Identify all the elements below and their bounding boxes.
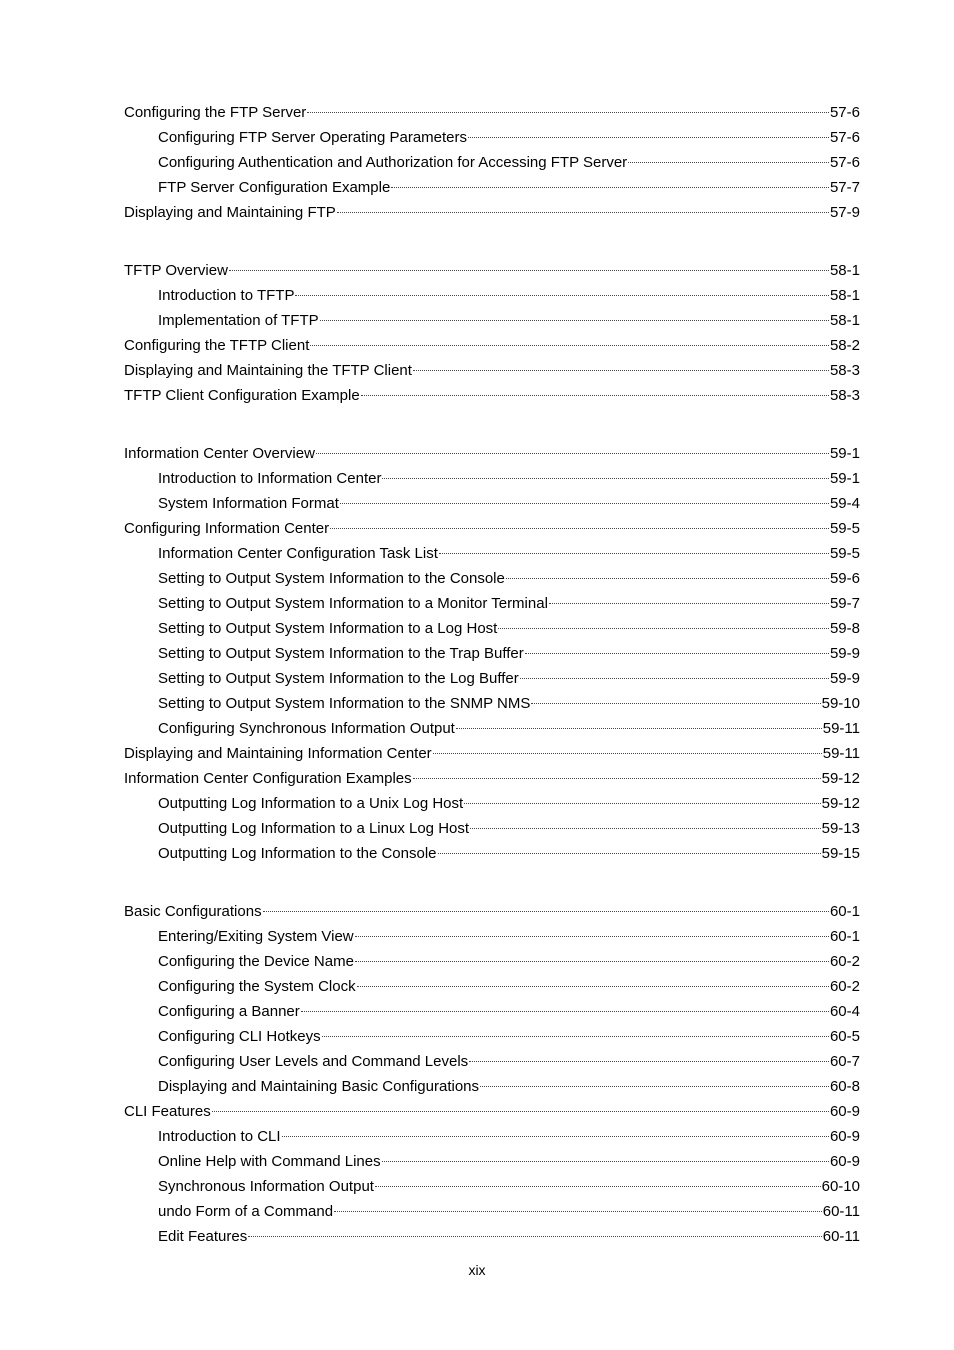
toc-entry-title: Outputting Log Information to the Console — [158, 845, 437, 862]
toc-entry[interactable] — [124, 1124, 860, 1149]
toc-entry[interactable] — [124, 150, 860, 175]
toc-entry-title: Outputting Log Information to a Linux Log Host — [158, 820, 470, 837]
toc-entry[interactable] — [124, 100, 860, 125]
toc-entry[interactable] — [124, 1024, 860, 1049]
toc-entry[interactable] — [124, 175, 860, 200]
dot-leader — [433, 753, 822, 754]
toc-entry-title: Configuring the TFTP Client — [124, 337, 310, 354]
toc-entry[interactable] — [124, 641, 860, 666]
toc-section — [124, 899, 860, 1249]
toc-entry-page: 59-13 — [821, 820, 860, 837]
page-number: xix — [468, 1262, 486, 1278]
toc-entry-page: 60-8 — [829, 1078, 860, 1095]
toc-entry-title: Edit Features — [158, 1228, 248, 1245]
toc-entry-page: 58-3 — [829, 362, 860, 379]
toc-entry[interactable] — [124, 1149, 860, 1174]
dot-leader — [480, 1086, 829, 1087]
toc-entry[interactable] — [124, 741, 860, 766]
toc-entry[interactable] — [124, 441, 860, 466]
toc-entry[interactable] — [124, 791, 860, 816]
toc-entry-page: 60-11 — [822, 1203, 860, 1220]
toc-entry-title: System Information Format — [158, 495, 339, 512]
toc-entry[interactable] — [124, 466, 860, 491]
toc-entry-title: Displaying and Maintaining Information Center — [124, 745, 432, 762]
toc-entry-title: Configuring FTP Server Operating Parameters — [158, 129, 468, 146]
toc-entry[interactable] — [124, 924, 860, 949]
toc-entry-title: undo Form of a Command — [158, 1203, 334, 1220]
toc-entry-title: Setting to Output System Information to the Console — [158, 570, 505, 587]
toc-entry-page: 59-11 — [822, 745, 860, 762]
toc-entry-title: Information Center Configuration Examples — [124, 770, 412, 787]
toc-entry-page: 59-5 — [829, 545, 860, 562]
toc-entry-page: 58-2 — [829, 337, 860, 354]
toc-entry-page: 59-12 — [821, 795, 860, 812]
toc-entry-title: TFTP Overview — [124, 262, 228, 279]
toc-entry-page: 58-1 — [829, 287, 860, 304]
dot-leader — [229, 270, 829, 271]
toc-entry-title: Synchronous Information Output — [158, 1178, 374, 1195]
toc-entry[interactable] — [124, 1199, 860, 1224]
dot-leader — [301, 1011, 829, 1012]
toc-entry-title: Introduction to CLI — [158, 1128, 281, 1145]
toc-entry-title: Introduction to TFTP — [158, 287, 295, 304]
dot-leader — [413, 778, 821, 779]
dot-leader — [464, 803, 820, 804]
toc-entry-page: 60-9 — [829, 1128, 860, 1145]
toc-entry[interactable] — [124, 283, 860, 308]
toc-entry[interactable] — [124, 691, 860, 716]
dot-leader — [468, 137, 829, 138]
toc-entry[interactable] — [124, 1224, 860, 1249]
toc-entry[interactable] — [124, 333, 860, 358]
toc-entry[interactable] — [124, 1074, 860, 1099]
toc-entry[interactable] — [124, 999, 860, 1024]
toc-entry-title: Information Center Overview — [124, 445, 315, 462]
toc-entry-page: 59-1 — [829, 445, 860, 462]
toc-entry-title: Configuring Information Center — [124, 520, 330, 537]
toc-entry-page: 60-5 — [829, 1028, 860, 1045]
toc-entry[interactable] — [124, 666, 860, 691]
toc-entry[interactable] — [124, 491, 860, 516]
toc-entry-title: Entering/Exiting System View — [158, 928, 354, 945]
toc-entry-title: Setting to Output System Information to the Log Buffer — [158, 670, 519, 687]
toc-entry[interactable] — [124, 125, 860, 150]
toc-entry-title: Configuring Synchronous Information Output — [158, 720, 455, 737]
dot-leader — [549, 603, 829, 604]
dot-leader — [469, 1061, 829, 1062]
dot-leader — [382, 478, 829, 479]
toc-entry-title: Configuring Authentication and Authorization for Accessing FTP Server — [158, 154, 628, 171]
toc-entry-page: 60-10 — [821, 1178, 860, 1195]
toc-entry-title: Setting to Output System Information to a Monitor Terminal — [158, 595, 548, 612]
toc-entry-page: 59-5 — [829, 520, 860, 537]
toc-entry-page: 59-1 — [829, 470, 860, 487]
toc-entry-title: CLI Features — [124, 1103, 211, 1120]
dot-leader — [498, 628, 829, 629]
toc-entry-title: Basic Configurations — [124, 903, 262, 920]
dot-leader — [355, 936, 829, 937]
toc-entry[interactable] — [124, 566, 860, 591]
table-of-contents — [124, 100, 860, 1282]
toc-entry[interactable] — [124, 974, 860, 999]
dot-leader — [322, 1036, 829, 1037]
toc-entry[interactable] — [124, 200, 860, 225]
toc-entry-title: FTP Server Configuration Example — [158, 179, 391, 196]
toc-entry-title: Implementation of TFTP — [158, 312, 319, 329]
dot-leader — [456, 728, 822, 729]
dot-leader — [520, 678, 829, 679]
toc-entry-page: 58-1 — [829, 312, 860, 329]
toc-entry[interactable] — [124, 258, 860, 283]
dot-leader — [506, 578, 829, 579]
toc-entry-page: 59-12 — [821, 770, 860, 787]
dot-leader — [438, 853, 821, 854]
toc-entry-page: 59-15 — [821, 845, 860, 862]
dot-leader — [337, 212, 829, 213]
toc-entry-title: Displaying and Maintaining Basic Configurations — [158, 1078, 480, 1095]
toc-entry[interactable] — [124, 1099, 860, 1124]
toc-entry-title: Configuring a Banner — [158, 1003, 300, 1020]
toc-entry-page: 57-7 — [829, 179, 860, 196]
toc-entry-title: Configuring the System Clock — [158, 978, 356, 995]
toc-entry-title: Information Center Configuration Task List — [158, 545, 438, 562]
dot-leader — [628, 162, 829, 163]
dot-leader — [320, 320, 829, 321]
dot-leader — [282, 1136, 829, 1137]
dot-leader — [316, 453, 829, 454]
toc-entry-page: 57-6 — [829, 129, 860, 146]
toc-entry[interactable] — [124, 1049, 860, 1074]
toc-entry-title: TFTP Client Configuration Example — [124, 387, 360, 404]
toc-entry[interactable] — [124, 383, 860, 408]
toc-entry[interactable] — [124, 616, 860, 641]
toc-section — [124, 441, 860, 866]
dot-leader — [355, 961, 829, 962]
toc-entry-page: 59-9 — [829, 670, 860, 687]
toc-entry[interactable] — [124, 841, 860, 866]
toc-entry-page: 60-7 — [829, 1053, 860, 1070]
dot-leader — [391, 187, 829, 188]
dot-leader — [330, 528, 829, 529]
toc-entry-page: 60-1 — [829, 903, 860, 920]
toc-section — [124, 100, 860, 225]
dot-leader — [340, 503, 829, 504]
toc-entry[interactable] — [124, 591, 860, 616]
toc-entry[interactable] — [124, 899, 860, 924]
toc-entry-page: 60-9 — [829, 1103, 860, 1120]
toc-entry[interactable] — [124, 766, 860, 791]
toc-entry[interactable] — [124, 949, 860, 974]
toc-entry-page: 58-1 — [829, 262, 860, 279]
toc-section — [124, 258, 860, 408]
toc-entry-page: 60-11 — [822, 1228, 860, 1245]
toc-entry-title: Setting to Output System Information to the Trap Buffer — [158, 645, 524, 662]
dot-leader — [263, 911, 829, 912]
toc-entry-title: Introduction to Information Center — [158, 470, 382, 487]
dot-leader — [357, 986, 829, 987]
dot-leader — [470, 828, 821, 829]
toc-entry[interactable] — [124, 816, 860, 841]
dot-leader — [295, 295, 829, 296]
toc-entry-title: Displaying and Maintaining the TFTP Client — [124, 362, 412, 379]
dot-leader — [212, 1111, 829, 1112]
toc-entry-title: Configuring the FTP Server — [124, 104, 307, 121]
toc-entry-page: 59-10 — [821, 695, 860, 712]
toc-entry-page: 60-4 — [829, 1003, 860, 1020]
toc-entry[interactable] — [124, 516, 860, 541]
dot-leader — [248, 1236, 822, 1237]
dot-leader — [334, 1211, 822, 1212]
toc-entry[interactable] — [124, 716, 860, 741]
toc-entry-title: Outputting Log Information to a Unix Log Host — [158, 795, 464, 812]
toc-entry-title: Displaying and Maintaining FTP — [124, 204, 336, 221]
dot-leader — [531, 703, 820, 704]
dot-leader — [413, 370, 829, 371]
toc-entry[interactable] — [124, 1174, 860, 1199]
toc-entry-page: 59-6 — [829, 570, 860, 587]
toc-entry-page: 60-2 — [829, 953, 860, 970]
toc-entry-page: 59-9 — [829, 645, 860, 662]
toc-entry-title: Configuring CLI Hotkeys — [158, 1028, 321, 1045]
toc-entry-page: 57-6 — [829, 104, 860, 121]
toc-entry-title: Setting to Output System Information to a Log Host — [158, 620, 498, 637]
toc-entry-page: 60-9 — [829, 1153, 860, 1170]
toc-entry-title: Configuring the Device Name — [158, 953, 354, 970]
toc-entry-page: 59-7 — [829, 595, 860, 612]
toc-entry-page: 57-9 — [829, 204, 860, 221]
toc-entry-title: Configuring User Levels and Command Levels — [158, 1053, 469, 1070]
dot-leader — [439, 553, 829, 554]
toc-entry-page: 59-11 — [822, 720, 860, 737]
dot-leader — [361, 395, 829, 396]
toc-entry[interactable] — [124, 308, 860, 333]
toc-entry-page: 60-1 — [829, 928, 860, 945]
toc-entry-page: 60-2 — [829, 978, 860, 995]
toc-entry-page: 58-3 — [829, 387, 860, 404]
toc-entry-page: 57-6 — [829, 154, 860, 171]
toc-entry-title: Setting to Output System Information to the SNMP NMS — [158, 695, 531, 712]
toc-entry[interactable] — [124, 541, 860, 566]
dot-leader — [307, 112, 829, 113]
toc-entry-title: Online Help with Command Lines — [158, 1153, 381, 1170]
dot-leader — [382, 1161, 829, 1162]
toc-entry-page: 59-4 — [829, 495, 860, 512]
toc-entry[interactable] — [124, 358, 860, 383]
dot-leader — [375, 1186, 821, 1187]
dot-leader — [525, 653, 829, 654]
toc-entry-page: 59-8 — [829, 620, 860, 637]
dot-leader — [310, 345, 829, 346]
